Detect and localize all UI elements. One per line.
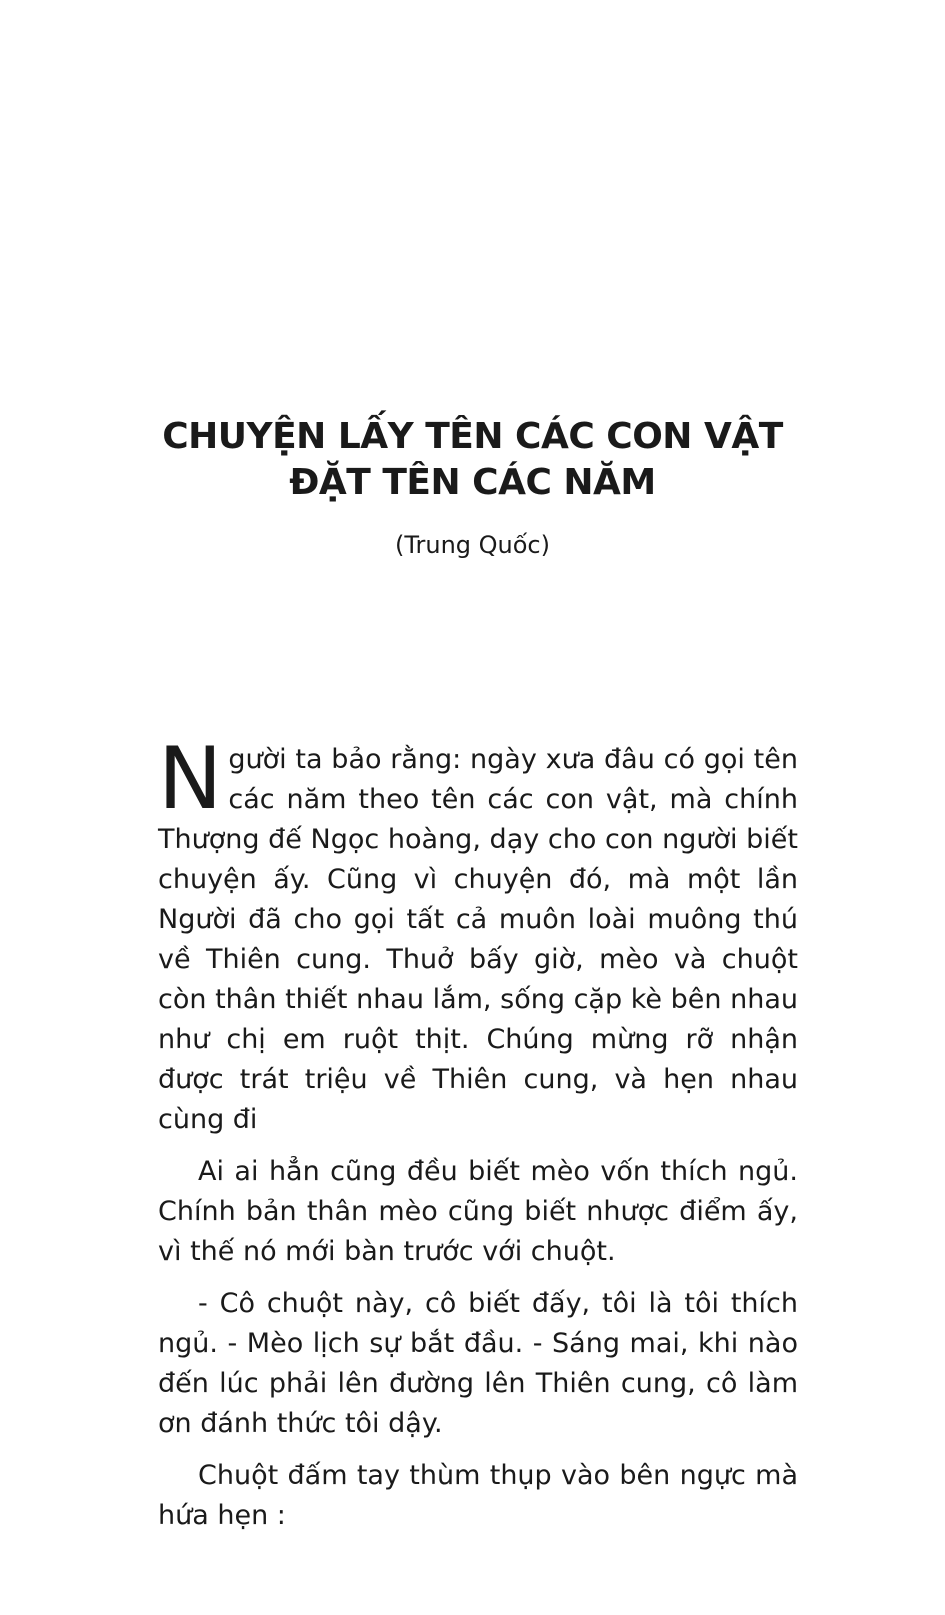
story-body xyxy=(158,729,798,1548)
story-title xyxy=(0,414,945,506)
paragraph-2: Ai ai hẳn cũng đều biết mèo vốn thích ngủ. Chính bản thân mèo cũng biết nhược điểm ấy, vì thế nó mới bàn trước với chuột. xyxy=(158,1156,798,1267)
drop-cap: N xyxy=(158,729,223,829)
paragraph-1 xyxy=(158,729,798,1140)
story-title-line-1: CHUYỆN LẤY TÊN CÁC CON VẬT xyxy=(162,416,783,457)
paragraph-3: - Cô chuột này, cô biết đấy, tôi là tôi thích ngủ. - Mèo lịch sự bắt đầu. - Sáng mai, khi nào đến lúc phải lên đường lên Thiên cung, cô làm ơn đánh thức tôi dậy. xyxy=(158,1288,798,1439)
story-origin: (Trung Quốc) xyxy=(395,531,550,559)
paragraph-1-text: gười ta bảo rằng: ngày xưa đâu có gọi tên các năm theo tên các con vật, mà chính Thượng đế Ngọc hoàng, dạy cho con người biết chuyện ấy. Cũng vì chuyện đó, mà một lần Người đã cho gọi tất cả muôn loài muông thú về Thiên cung. Thuở bấy giờ, mèo và chuột còn thân thiết nhau lắm, sống cặp kè bên nhau như chị em ruột thịt. Chúng mừng rỡ nhận được trát triệu về Thiên cung, và hẹn nhau cùng đi xyxy=(158,744,798,1135)
paragraph-4: Chuột đấm tay thùm thụp vào bên ngực mà hứa hẹn : xyxy=(158,1460,798,1531)
story-title-line-2: ĐẶT TÊN CÁC NĂM xyxy=(289,462,656,503)
